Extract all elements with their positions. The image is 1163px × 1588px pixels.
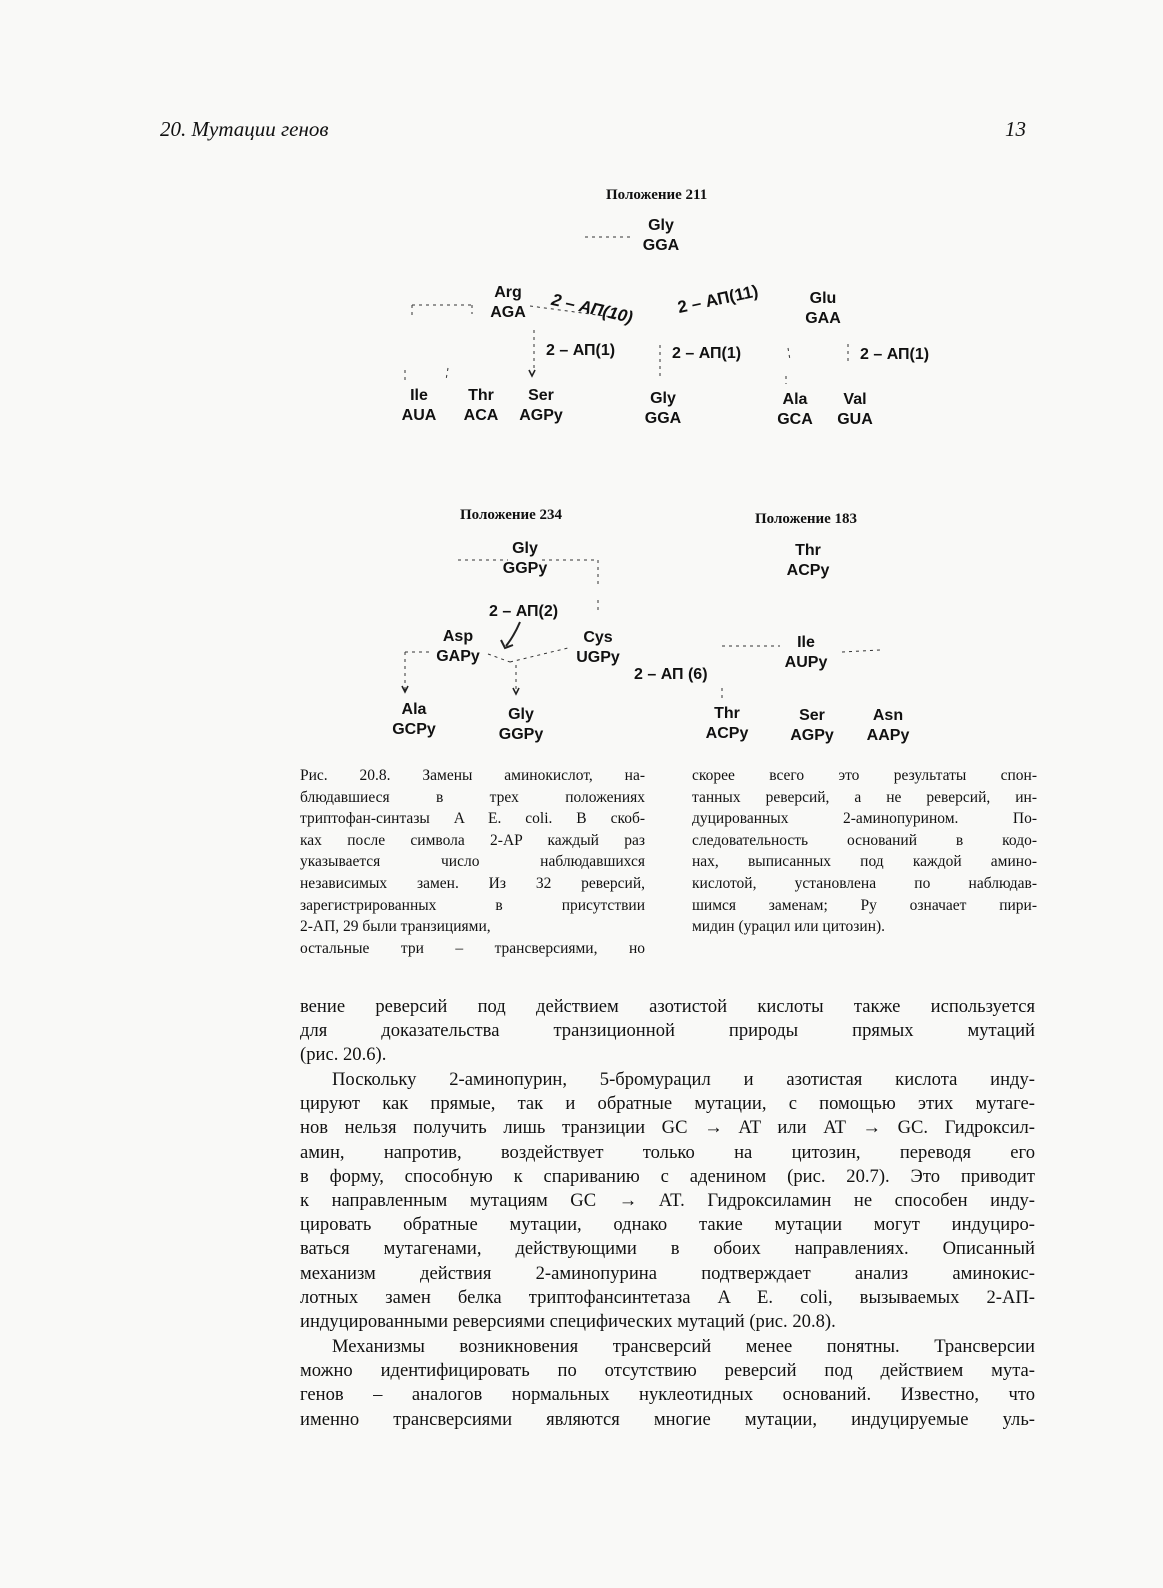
pos211-leaf-aa: Val bbox=[843, 391, 867, 408]
body-line: именно трансверсиями являются многие мутации, индуцируемые уль- bbox=[300, 1408, 1035, 1430]
pos211-leaf-aa: Gly bbox=[650, 390, 676, 407]
pos234-root bbox=[500, 539, 550, 579]
pos234-cys bbox=[572, 628, 624, 668]
caption-line: ках после символа 2-AP каждый раз bbox=[300, 831, 645, 849]
caption-line: нах, выписанных под каждой амино- bbox=[692, 853, 1037, 871]
pos183-root bbox=[782, 541, 834, 581]
pos183-leaf bbox=[862, 706, 914, 746]
pos211-ap1-b: 2 – АП(1) bbox=[672, 345, 742, 362]
pos211-leaf-aa: Thr bbox=[468, 387, 494, 404]
pos234-leaf-codon: GGPy bbox=[498, 726, 544, 743]
pos183-leaf-aa: Ser bbox=[799, 707, 825, 724]
pos211-leaf bbox=[832, 390, 878, 430]
body-paragraph-1 bbox=[300, 995, 1035, 1068]
caption-line: указывается число наблюдавшихся bbox=[300, 853, 645, 871]
body-line: цируют как прямые, так и обратные мутации, с помощью этих мутаге- bbox=[300, 1093, 1035, 1115]
pos183-title: Положение 183 bbox=[755, 511, 858, 527]
pos183-ile bbox=[780, 633, 832, 673]
body-line: индуцированными реверсиями специфических мутаций (рис. 20.8). bbox=[300, 1311, 836, 1333]
pos211-leaf-codon: GGA bbox=[644, 410, 682, 427]
caption-line: независимых замен. Из 32 реверсий, bbox=[300, 874, 645, 892]
arrow-234-ap2-shaft bbox=[506, 622, 520, 646]
body-line: для доказательства транзиционной природы прямых мутаций bbox=[300, 1020, 1035, 1042]
pos234-leaf bbox=[388, 700, 440, 740]
caption-line: 2-АП, 29 были транзициями, bbox=[300, 918, 491, 936]
body-line: (рис. 20.6). bbox=[300, 1044, 387, 1066]
pos234-asp-codon: GAPy bbox=[436, 648, 480, 665]
pos211-leaf bbox=[640, 389, 686, 429]
pos183-root-aa: Thr bbox=[795, 542, 821, 559]
pos211-leaf bbox=[772, 390, 818, 430]
pos211-arg-aa: Arg bbox=[494, 284, 522, 301]
connector-234-asp-cys-b bbox=[510, 648, 568, 662]
pos234-cys-codon: UGPy bbox=[576, 649, 620, 666]
body-line: в форму, способную к спариванию с аденином (рис. 20.7). Это приводит bbox=[300, 1165, 1035, 1187]
caption-line: блюдавшиеся в трех положениях bbox=[300, 788, 645, 806]
pos211-ap1-a: 2 – АП(1) bbox=[546, 342, 616, 359]
pos211-ap10: 2 – АП(10) bbox=[549, 290, 635, 328]
pos211-arg bbox=[483, 283, 533, 323]
body-line: механизм действия 2-аминопурина подтверждает анализ аминокис- bbox=[300, 1262, 1035, 1284]
body-line: лотных замен белка триптофансинтетаза A E. coli, вызываемых 2-АП- bbox=[300, 1286, 1035, 1308]
pos211-leaf-codon: AUA bbox=[401, 407, 437, 424]
pos234-leaf-aa: Ala bbox=[401, 701, 427, 718]
chapter-header: 20. Мутации генов bbox=[160, 117, 329, 141]
body-line: ваться мутагенами, действующими в обоих направлениях. Описанный bbox=[300, 1238, 1035, 1260]
pos183-leaf-codon: ACPy bbox=[705, 725, 749, 742]
pos183-leaf-aa: Thr bbox=[714, 705, 740, 722]
body-paragraph-2 bbox=[300, 1068, 1035, 1334]
pos211-leaf bbox=[396, 386, 442, 426]
figure-caption-right bbox=[692, 765, 1037, 938]
pos211-root bbox=[636, 216, 686, 256]
body-paragraph-3 bbox=[300, 1335, 1035, 1432]
pos183-ile-aa: Ile bbox=[797, 634, 815, 651]
body-line: нов нельзя получить лишь транзиции GC → AT или AT → GC. Гидроксил- bbox=[300, 1117, 1035, 1139]
connector-211-thr bbox=[446, 368, 448, 380]
caption-line: следовательность оснований в кодо- bbox=[692, 831, 1037, 849]
pos211-ap11: 2 – АП(11) bbox=[675, 281, 760, 318]
body-line: генов – аналогов нормальных нуклеотидных оснований. Известно, что bbox=[300, 1384, 1035, 1406]
pos234-root-aa: Gly bbox=[512, 540, 538, 557]
caption-line: триптофан-синтазы A E. coli. В скоб- bbox=[300, 810, 645, 828]
pos211-leaf-aa: Ser bbox=[528, 387, 554, 404]
pos211-arg-codon: AGA bbox=[490, 304, 526, 321]
caption-line: дуцированных 2-аминопурином. По- bbox=[692, 810, 1037, 828]
pos234-title: Положение 234 bbox=[460, 507, 563, 523]
pos183-ile-codon: AUPy bbox=[784, 654, 828, 671]
connector-183-ile-right bbox=[842, 650, 880, 652]
body-line: амин, напротив, воздействует только на цитозин, переводя его bbox=[300, 1141, 1035, 1163]
pos211-glu-codon: GAA bbox=[805, 310, 841, 327]
body-line: цировать обратные мутации, однако такие мутации могут индуциро- bbox=[300, 1214, 1035, 1236]
pos211-root-codon: GGA bbox=[642, 237, 680, 254]
pos234-root-codon: GGPy bbox=[502, 560, 548, 577]
pos183-leaf-codon: AAPy bbox=[866, 727, 910, 744]
pos234-cys-aa: Cys bbox=[583, 629, 613, 646]
pos211-title: Положение 211 bbox=[606, 187, 708, 203]
caption-line: скорее всего это результаты спон- bbox=[692, 767, 1037, 784]
pos211-leaf-codon: AGPy bbox=[519, 407, 563, 424]
pos183-leaf-codon: AGPy bbox=[790, 727, 834, 744]
connector-211-glu-tick bbox=[788, 348, 790, 360]
pos234-leaf-codon: GCPy bbox=[392, 721, 436, 738]
pos183-leaf bbox=[704, 704, 750, 744]
pos183-leaf bbox=[786, 706, 838, 746]
body-line: к направленным мутациям GC → AT. Гидроксиламин не способен инду- bbox=[300, 1190, 1035, 1212]
pos211-leaf-aa: Ala bbox=[782, 391, 808, 408]
page-number: 13 bbox=[1005, 117, 1026, 141]
caption-line: мидин (урацил или цитозин). bbox=[692, 918, 886, 936]
pos211-leaf-codon: ACA bbox=[463, 407, 499, 424]
pos211-ap1-c: 2 – АП(1) bbox=[860, 346, 930, 363]
pos234-asp bbox=[432, 627, 484, 667]
body-line: можно идентифицировать по отсутствию реверсий под действием мута- bbox=[300, 1360, 1035, 1382]
pos211-leaf bbox=[514, 386, 568, 426]
pos234-ap2: 2 – АП(2) bbox=[489, 603, 559, 620]
caption-line: кислотой, установлена по наблюдав- bbox=[692, 874, 1037, 892]
arrow-211-ser bbox=[529, 370, 535, 376]
caption-line: зарегистрированных в присутствии bbox=[300, 896, 645, 914]
pos211-glu bbox=[798, 289, 848, 329]
body-line: Поскольку 2-аминопурин, 5-бромурацил и азотистая кислота инду- bbox=[332, 1069, 1035, 1090]
pos234-leaf-aa: Gly bbox=[508, 706, 534, 723]
caption-line: шимся заменам; Py означает пири- bbox=[692, 896, 1037, 914]
pos183-ap6: 2 – АП (6) bbox=[634, 666, 708, 683]
caption-line: Рис. 20.8. Замены аминокислот, на- bbox=[300, 767, 645, 784]
pos234-leaf bbox=[494, 705, 548, 745]
pos211-root-aa: Gly bbox=[648, 217, 674, 234]
pos211-leaf bbox=[458, 386, 504, 426]
pos211-leaf-codon: GCA bbox=[777, 411, 813, 428]
caption-line: танных реверсий, а не реверсий, ин- bbox=[692, 788, 1037, 806]
pos183-leaf-aa: Asn bbox=[872, 707, 904, 724]
pos234-asp-aa: Asp bbox=[442, 628, 474, 645]
pos211-leaf-codon: GUA bbox=[837, 411, 873, 428]
body-line: Механизмы возникновения трансверсий менее понятны. Трансверсии bbox=[332, 1336, 1035, 1357]
caption-line: остальные три – трансверсиями, но bbox=[300, 939, 645, 957]
pos211-glu-aa: Glu bbox=[809, 290, 837, 307]
connector-234-asp-cys-a bbox=[488, 654, 510, 662]
figure-caption-left bbox=[300, 765, 645, 959]
pos211-leaf-aa: Ile bbox=[410, 387, 428, 404]
pos183-root-codon: ACPy bbox=[786, 562, 830, 579]
body-line: вение реверсий под действием азотистой кислоты также используется bbox=[300, 996, 1035, 1017]
